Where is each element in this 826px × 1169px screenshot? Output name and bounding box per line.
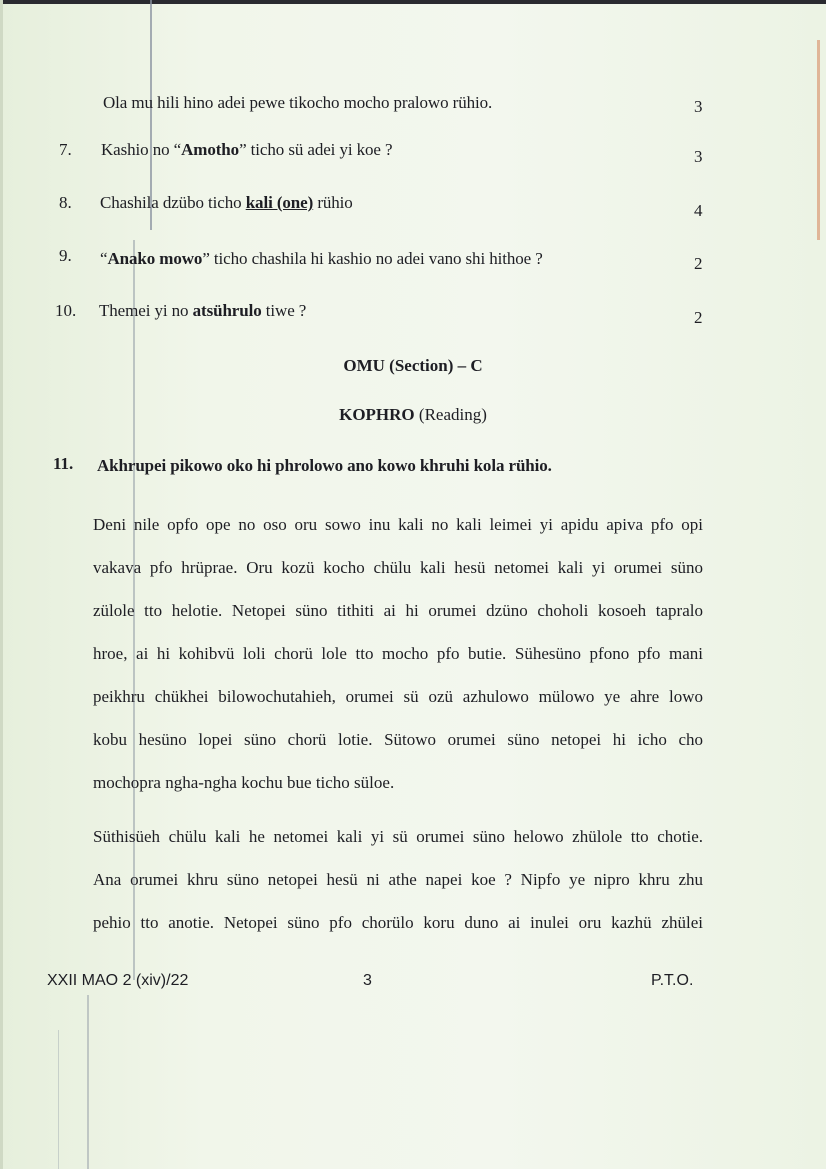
question-11-text: Akhrupei pikowo oko hi phrolowo ano kowo khruhi kola rühio. xyxy=(97,456,552,475)
scan-left-edge xyxy=(0,0,3,1169)
question-10-text: Themei yi no atsührulo tiwe ? xyxy=(99,301,307,320)
binding-line xyxy=(87,995,89,1169)
passage-line: peikhru chükhei bilowochutahieh, orumei sü ozü azhulowo mülowo ye ahre lowo xyxy=(93,687,703,706)
question-8-text: Chashila dzübo ticho kali (one) rühio xyxy=(100,193,353,212)
passage-line: zülole tto helotie. Netopei süno tithiti ai hi orumei dzüno choholi kosoeh tapralo xyxy=(93,601,703,620)
question-9-text: “Anako mowo” ticho chashila hi kashio no adei vano shi hithoe ? xyxy=(100,249,543,268)
please-turn-over: P.T.O. xyxy=(651,972,694,989)
passage-line: vakava pfo hrüprae. Oru kozü kocho chülu kali hesü netomei kali yi orumei süno xyxy=(93,558,703,577)
scan-top-edge xyxy=(0,0,826,4)
passage-line: hroe, ai hi kohibvü loli chorü lole tto mocho pfo butie. Sühesüno pfono pfo mani xyxy=(93,644,703,663)
paper-code: XXII MAO 2 (xiv)/22 xyxy=(47,972,189,989)
binding-line xyxy=(58,1030,59,1169)
passage-line: pehio tto anotie. Netopei süno pfo chorülo koru duno ai inulei oru kazhü zhülei xyxy=(93,913,703,932)
question-6-continuation: Ola mu hili hino adei pewe tikocho mocho pralowo rühio. xyxy=(103,93,493,112)
question-7-number: 7. xyxy=(59,140,72,159)
passage-line: Deni nile opfo ope no oso oru sowo inu kali no kali leimei yi apidu apiva pfo opi xyxy=(93,515,703,534)
question-7-marks: 3 xyxy=(694,147,703,166)
page-number: 3 xyxy=(363,972,372,989)
question-8-number: 8. xyxy=(59,193,72,212)
scan-edge-mark xyxy=(817,40,820,240)
question-9-number: 9. xyxy=(59,246,72,265)
passage-line: Ana orumei khru süno netopei hesü ni athe napei koe ? Nipfo ye nipro khru zhu xyxy=(93,870,703,889)
passage-line: Süthisüeh chülu kali he netomei kali yi sü orumei süno helowo zhülole tto chotie. xyxy=(93,827,703,846)
section-title: OMU (Section) – C xyxy=(343,356,483,375)
question-10-number: 10. xyxy=(55,301,77,320)
section-subtitle: KOPHRO (Reading) xyxy=(339,405,487,424)
question-11-number: 11. xyxy=(53,454,74,473)
passage-line: kobu hesüno lopei süno chorü lotie. Sütowo orumei süno netopei hi icho cho xyxy=(93,730,703,749)
passage-paragraph-1 xyxy=(93,503,703,804)
question-9-marks: 2 xyxy=(694,254,703,273)
question-8-marks: 4 xyxy=(694,201,703,220)
question-7-text: Kashio no “Amotho” ticho sü adei yi koe ? xyxy=(101,140,393,159)
passage-line: mochopra ngha-ngha kochu bue ticho süloe. xyxy=(93,773,395,792)
passage-paragraph-2 xyxy=(93,815,703,944)
question-6-marks: 3 xyxy=(694,97,703,116)
question-10-marks: 2 xyxy=(694,308,703,327)
